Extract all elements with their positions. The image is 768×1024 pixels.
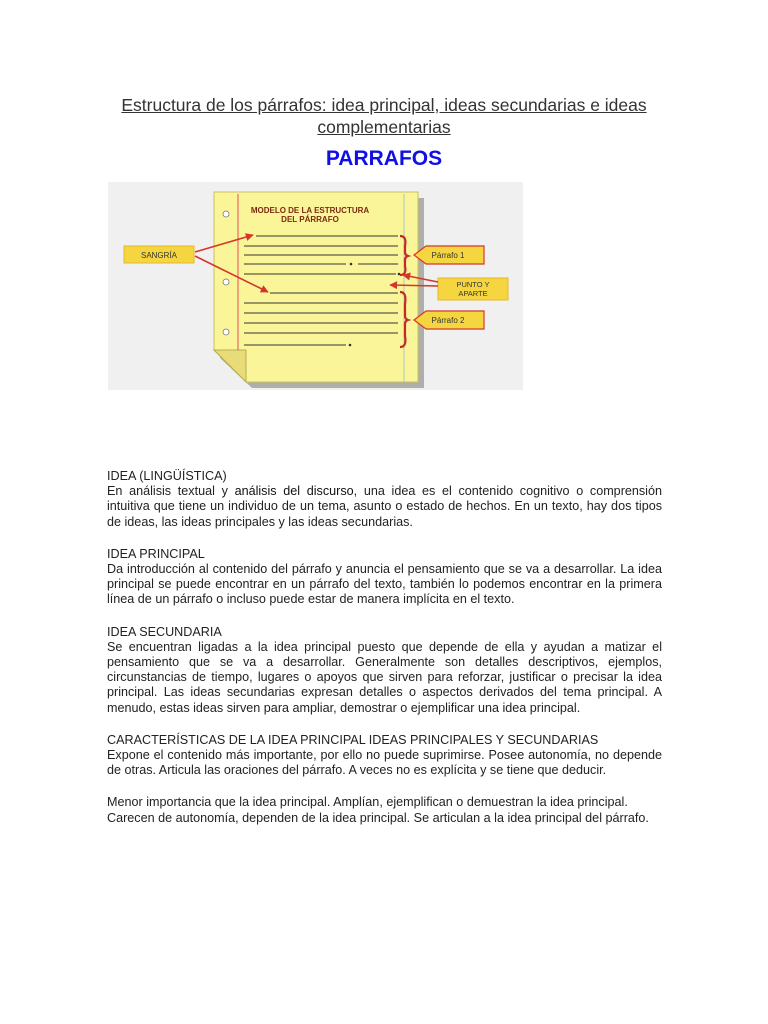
paragraph-structure-figure	[108, 182, 523, 390]
section-heading: IDEA SECUNDARIA	[107, 624, 222, 639]
folded-corner	[214, 350, 246, 382]
document-subtitle: PARRAFOS	[325, 147, 443, 170]
figure-heading-line1: MODELO DE LA ESTRUCTURA	[250, 206, 370, 215]
figure-heading-line2: DEL PÁRRAFO	[281, 215, 339, 224]
section-heading: IDEA (LINGÜÍSTICA)	[107, 469, 227, 483]
paragraph-text: En análisis textual y	[107, 484, 235, 499]
binder-hole	[223, 211, 229, 217]
document-body	[107, 469, 662, 843]
section-paragraph: Da introducción al contenido del párrafo y anuncia el pensamiento que se va a desarrollar. La idea principal se puede encontrar en un párrafo del texto, también lo podemos encontrar en la primera línea de un párrafo o incluso puede estar de manera implícita en el texto.	[107, 562, 662, 607]
binder-hole	[223, 279, 229, 285]
section-idea-secundaria	[107, 625, 662, 716]
section-paragraph: Se encuentran ligadas a la idea principal puesto que depende de ella y ayudan a matizar el pensamiento que se va a desarrollar. Generalmente son detalles descriptivos, ejemplos, circunstancias de tiempo, lugares o apoyos que sirven para reforzar, justificar o precisar la idea principal. Las ideas secundarias expresan detalles o aspectos derivados del tema principal. A menudo, estas ideas sirven para ampliar, demostrar o ejemplificar una idea principal.	[107, 639, 662, 715]
paragraph-text: , una idea es el contenido cognitivo o comprensión intuitiva que tiene un individuo de un tema, asunto o estado de hechos. En un texto, hay dos tipos de ideas, las ideas principales y las ideas secundarias.	[107, 484, 662, 529]
section-idea-linguistica	[107, 469, 662, 530]
label-parrafo-1: Párrafo 1	[431, 251, 465, 260]
link-analisis-del-discurso[interactable]: análisis del discurso	[234, 484, 354, 499]
section-caracteristicas	[107, 733, 662, 779]
document-title: Estructura de los párrafos: idea principal, ideas secundarias e ideas complementarias	[121, 95, 647, 137]
binder-hole	[223, 329, 229, 335]
section-paragraph	[107, 484, 662, 530]
section-heading: IDEA PRINCIPAL	[107, 546, 205, 561]
label-parrafo-2: Párrafo 2	[431, 316, 465, 325]
section-paragraph: Expone el contenido más importante, por ello no puede suprimirse. Posee autonomía, no depende de otras. Articula las oraciones del párrafo. A veces no es explícita y se tiene que deducir.	[107, 748, 662, 778]
label-punto-line2: APARTE	[458, 289, 488, 298]
label-sangria: SANGRÍA	[140, 251, 178, 260]
section-secundarias-caracteristicas	[107, 795, 662, 825]
section-idea-principal	[107, 547, 662, 608]
section-paragraph: Menor importancia que la idea principal. Amplían, ejemplifican o demuestran la idea principal. Carecen de autonomía, dependen de la idea principal. Se articulan a la idea principal del párrafo.	[107, 795, 649, 825]
section-heading: CARACTERÍSTICAS DE LA IDEA PRINCIPAL IDEAS PRINCIPALES Y SECUNDARIAS	[107, 732, 599, 747]
label-punto-line1: PUNTO Y	[456, 280, 490, 289]
